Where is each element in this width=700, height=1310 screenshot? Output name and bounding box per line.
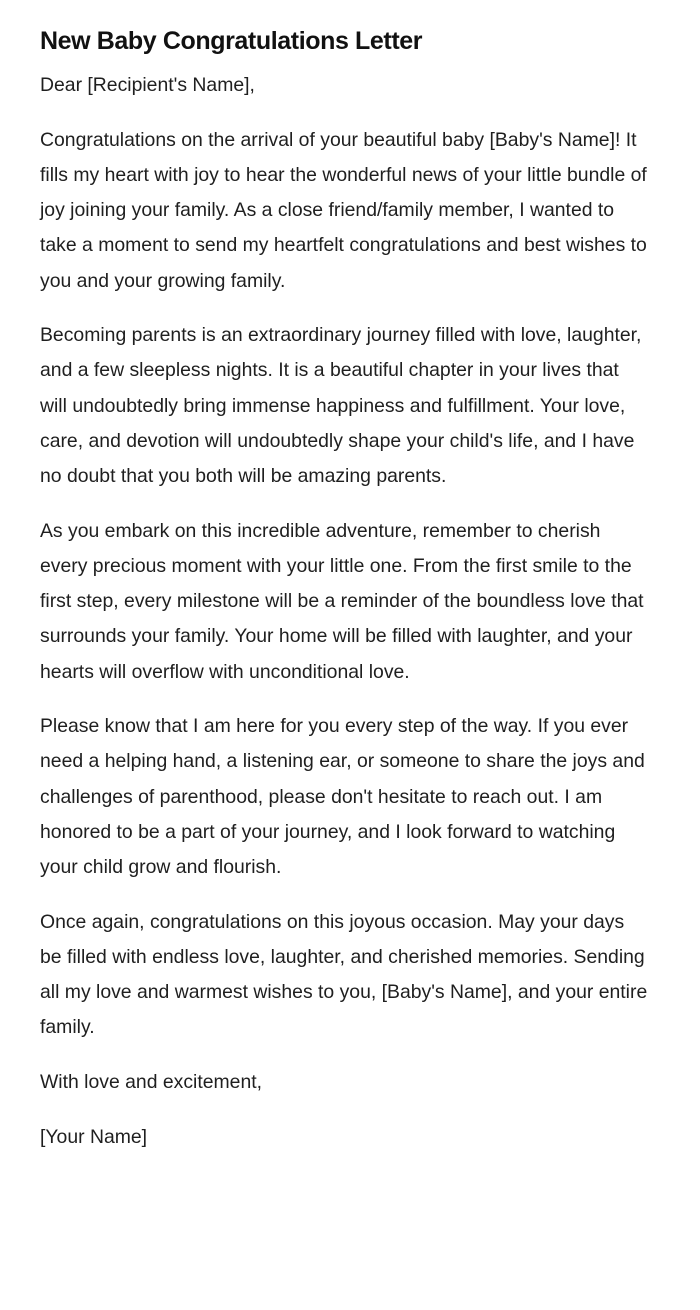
letter-paragraph-3: As you embark on this incredible adventure, remember to cherish every precious moment with your little one. From the first smile to the first step, every milestone will be a reminder of the boundless love that surrounds your family. Your home will be filled with laughter, and your hearts will overflow with unconditional love. bbox=[40, 519, 644, 683]
letter-signature: [Your Name] bbox=[40, 1125, 148, 1148]
letter-paragraph-1: Congratulations on the arrival of your beautiful baby [Baby's Name]! It fills my heart with joy to hear the wonderful news of your little bundle of joy joining your family. As a close friend/family member, I wanted to take a moment to send my heartfelt congratulations and best wishes to you and your growing family. bbox=[40, 128, 647, 292]
letter-salutation: Dear [Recipient's Name], bbox=[40, 74, 255, 96]
letter-paragraph-4: Please know that I am here for you every step of the way. If you ever need a helping hand, a listening ear, or someone to share the joys and challenges of parenthood, please don't hesitate to reach out. I am honored to be a part of your journey, and I look forward to watching your child grow and flourish. bbox=[40, 715, 645, 879]
letter-title: New Baby Congratulations Letter bbox=[40, 27, 423, 55]
letter-document bbox=[40, 0, 650, 1155]
letter-closing: With love and excitement, bbox=[40, 1071, 263, 1094]
letter-paragraph-5: Once again, congratulations on this joyous occasion. May your days be filled with endless love, laughter, and cherished memories. Sending all my love and warmest wishes to you, [Baby's Name], and your entire family. bbox=[40, 910, 648, 1039]
letter-paragraph-2: Becoming parents is an extraordinary journey filled with love, laughter, and a few sleepless nights. It is a beautiful chapter in your lives that will undoubtedly bring immense happiness and fulfillment. Your love, care, and devotion will undoubtedly shape your child's life, and I have no doubt that you both will be amazing parents. bbox=[40, 324, 642, 488]
